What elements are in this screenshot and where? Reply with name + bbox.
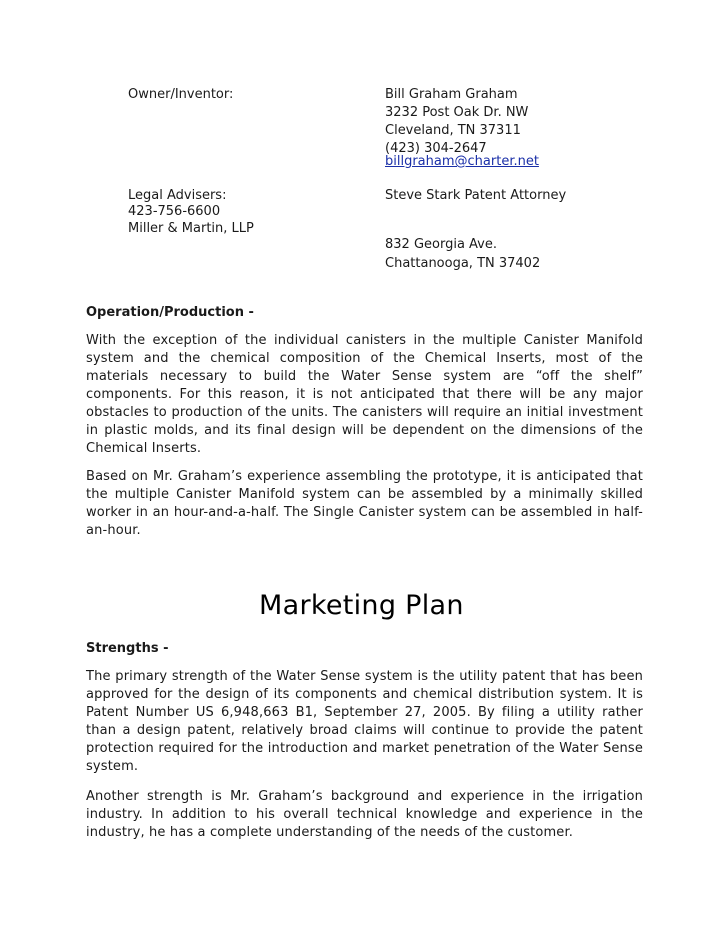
operation-paragraph-1: With the exception of the individual canisters in the multiple Canister Manifold system and the chemical composition of the Chemical Inserts, most of the materials necessary to build the Water Sense system are “off the shelf” components. For this reason, it is not anticipated that there will be any major obstacles to production of the units. The canisters will require an initial investment in plastic molds, and its final design will be dependent on the dimensions of the Chemical Inserts. <box>86 333 643 456</box>
owner-name: Bill Graham Graham <box>385 87 518 102</box>
strengths-heading: Strengths - <box>86 641 169 656</box>
legal-phone: 423-756-6600 <box>128 204 221 219</box>
section-title: Marketing Plan <box>259 590 464 621</box>
legal-street: 832 Georgia Ave. <box>385 237 498 252</box>
legal-city: Chattanooga, TN 37402 <box>385 256 541 271</box>
strengths-paragraph-2: Another strength is Mr. Graham’s background and experience in the irrigation industry. In addition to his overall technical knowledge and experience in the industry, he has a complete understanding of the needs of the customer. <box>86 789 643 840</box>
legal-attorney-name: Steve Stark Patent Attorney <box>385 188 567 203</box>
owner-label: Owner/Inventor: <box>128 87 234 102</box>
legal-label: Legal Advisers: <box>128 188 227 203</box>
owner-street: 3232 Post Oak Dr. NW <box>385 105 529 120</box>
owner-city: Cleveland, TN 37311 <box>385 123 521 138</box>
operation-paragraph-2: Based on Mr. Graham’s experience assembling the prototype, it is anticipated that the multiple Canister Manifold system can be assembled by a minimally skilled worker in an hour-and-a-half. The Single Canister system can be assembled in half-an-hour. <box>86 469 643 538</box>
operation-heading: Operation/Production - <box>86 305 254 320</box>
strengths-paragraph-1: The primary strength of the Water Sense system is the utility patent that has been approved for the design of its components and chemical distribution system. It is Patent Number US 6,948,663 B1, September 27, 2005. By filing a utility rather than a design patent, relatively broad claims will continue to provide the patent protection required for the introduction and market penetration of the Water Sense system. <box>86 669 643 774</box>
owner-phone: (423) 304-2647 <box>385 141 487 156</box>
owner-email-link[interactable]: billgraham@charter.net <box>385 154 539 169</box>
legal-firm: Miller & Martin, LLP <box>128 221 254 236</box>
